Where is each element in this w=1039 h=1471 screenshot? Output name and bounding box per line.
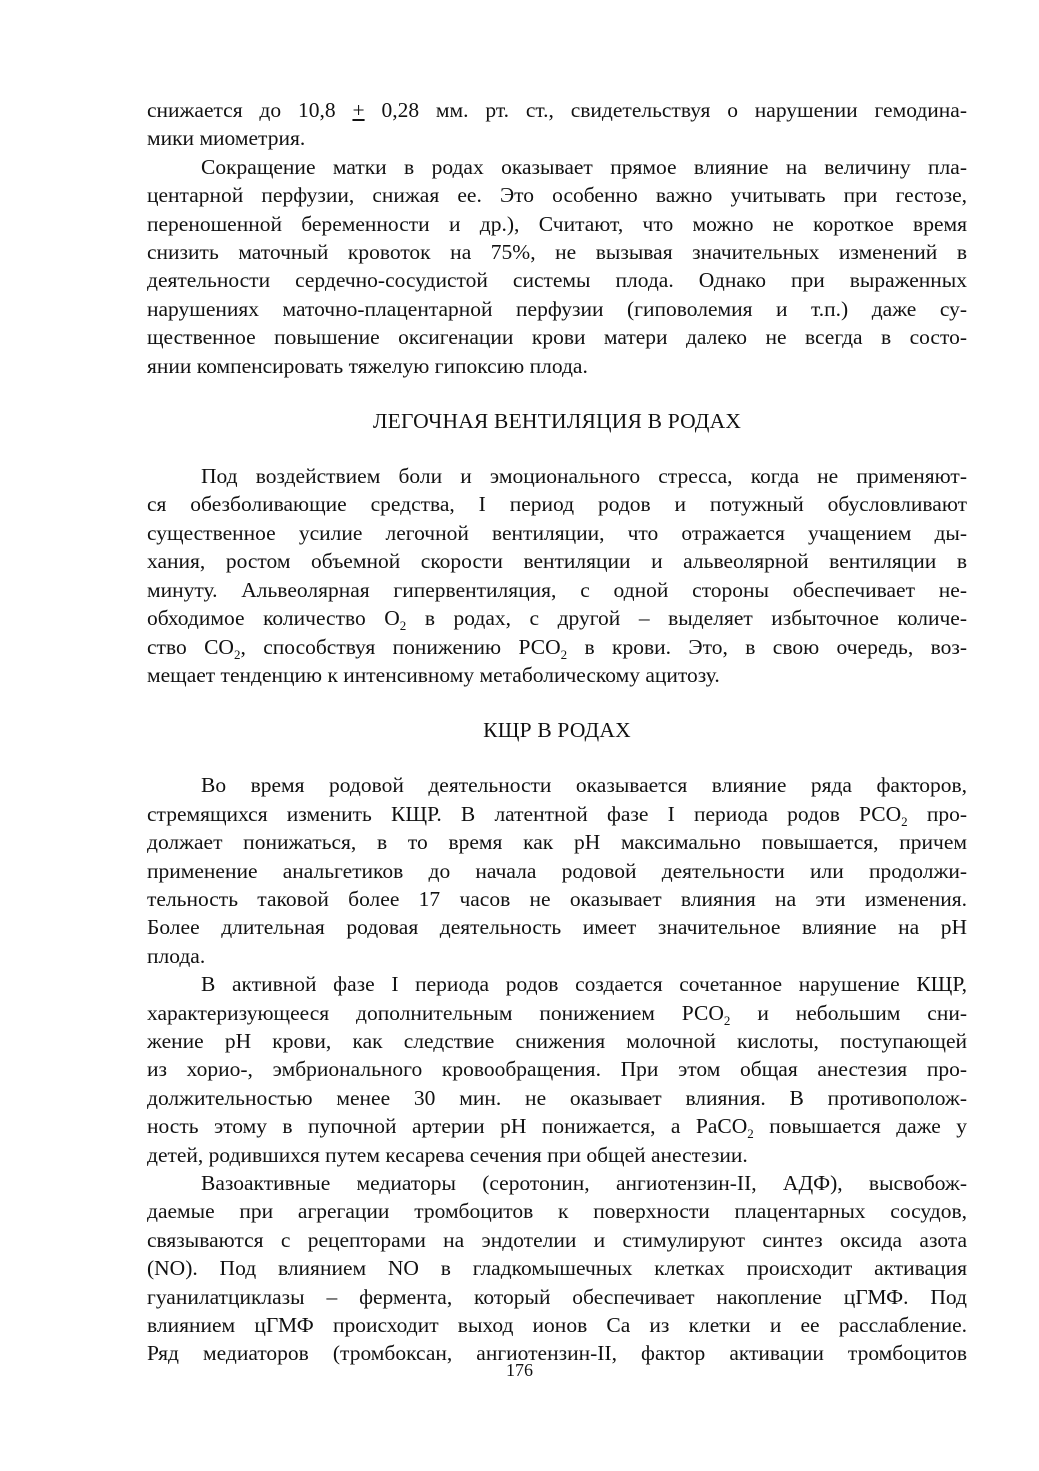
- text-line: нарушениях маточно-плацентарной перфузии (гиповолемия и т.п.) даже су-: [147, 296, 967, 321]
- text-line: В активной фазе I периода родов создается сочетанное нарушение КЩР,: [201, 972, 967, 997]
- text-line: снизить маточный кровоток на 75%, не вызывая значительных изменений в: [147, 240, 967, 265]
- text-line: жение рН крови, как следствие снижения молочной кислоты, поступающей: [147, 1028, 967, 1053]
- text-line: стремящихся изменить КЩР. В латентной фазе I периода родов $РСО_2$ про-: [147, 801, 967, 829]
- page-body: [147, 96, 967, 1368]
- text-line: мещает тенденцию к интенсивному метаболическому ацитозу.: [147, 662, 720, 687]
- text-line: Более длительная родовая деятельность имеет значительное влияние на рН: [147, 915, 967, 940]
- text-line: минуту. Альвеолярная гипервентиляция, с одной стороны обеспечивает не-: [147, 577, 967, 602]
- text-line: характеризующееся дополнительным понижением $РСО_2$ и небольшим сни-: [147, 1000, 967, 1028]
- text-line: Вазоактивные медиаторы (серотонин, ангиотензин-II, АДФ), высвобож-: [201, 1171, 967, 1195]
- text-line: влиянием цГМФ происходит выход ионов Са из клетки и ее расслабление.: [147, 1313, 967, 1338]
- text-line: ство $СО_2$, способствуя понижению $РСО_2$ в крови. Это, в свою очередь, воз-: [147, 634, 968, 662]
- text-line: ность этому в пупочной артерии рН понижается, а PaCO$_2$ повышается даже у: [147, 1114, 967, 1142]
- text-line: существенное усилие легочной вентиляции, что отражается учащением ды-: [147, 520, 967, 545]
- text-line: должительностью менее 30 мин. не оказывает влияния. В противополож-: [147, 1085, 967, 1110]
- text-line: должает понижаться, в то время как рН максимально повышается, причем: [147, 830, 967, 855]
- text-line: применение анальгетиков до начала родовой деятельности или продолжи-: [147, 858, 967, 883]
- section-heading: КЩР В РОДАХ: [483, 718, 631, 743]
- text-line: Под воздействием боли и эмоционального стресса, когда не применяют-: [201, 464, 967, 489]
- text-line: связываются с рецепторами на эндотелии и стимулируют синтез оксида азота: [147, 1227, 967, 1252]
- paragraph: [147, 1169, 967, 1368]
- text-line: тельность таковой более 17 часов не оказывает влияния на эти изменения.: [147, 886, 967, 911]
- text-line: хания, ростом объемной скорости вентиляции и альвеолярной вентиляции в: [147, 549, 967, 574]
- document-content: [147, 96, 967, 1368]
- text-line: плода.: [147, 943, 206, 968]
- paragraph: [147, 771, 967, 970]
- text-line: ся обезболивающие средства, I период родов и потужный обусловливают: [147, 492, 967, 517]
- text-line: из хорио-, эмбрионального кровообращения. При этом общая анестезия про-: [147, 1057, 967, 1082]
- text-line: переношенной беременности и др.), Считают, что можно не короткое время: [147, 211, 967, 236]
- paragraph: [147, 96, 967, 153]
- text-line: снижается до 10,8 + 0,28 мм. рт. ст., свидетельствуя о нарушении гемодина-: [147, 98, 967, 122]
- paragraph: [147, 153, 967, 380]
- text-line: Ряд медиаторов (тромбоксан, ангиотензин-II, фактор активации тромбоцитов: [147, 1341, 967, 1366]
- text-line: даемые при агрегации тромбоцитов к поверхности плацентарных сосудов,: [147, 1199, 967, 1224]
- paragraph: [147, 462, 967, 689]
- text-line: Сокращение матки в родах оказывает прямое влияние на величину пла-: [201, 154, 967, 179]
- text-line: (NO). Под влиянием NO в гладкомышечных клетках происходит активация: [147, 1256, 967, 1281]
- text-line: обходимое количество $О_2$ в родах, с другой – выделяет избыточное количе-: [147, 606, 967, 634]
- text-line: щественное повышение оксигенации крови матери далеко не всегда в состо-: [147, 325, 967, 350]
- section-heading: ЛЕГОЧНАЯ ВЕНТИЛЯЦИЯ В РОДАХ: [372, 409, 742, 434]
- paragraph: [147, 970, 967, 1169]
- text-line: центарной перфузии, снижая ее. Это особенно важно учитывать при гестозе,: [147, 183, 967, 208]
- page-number: 176: [506, 1360, 533, 1380]
- text-line: Во время родовой деятельности оказывается влияние ряда факторов,: [201, 773, 967, 798]
- text-line: деятельности сердечно-сосудистой системы плода. Однако при выраженных: [147, 268, 967, 293]
- text-line: янии компенсировать тяжелую гипоксию плода.: [147, 353, 588, 378]
- text-line: мики миометрия.: [147, 126, 306, 151]
- text-line: детей, родившихся путем кесарева сечения при общей анестезии.: [147, 1142, 748, 1167]
- text-line: гуанилатциклазы – фермента, который обеспечивает накопление цГМФ. Под: [147, 1284, 967, 1309]
